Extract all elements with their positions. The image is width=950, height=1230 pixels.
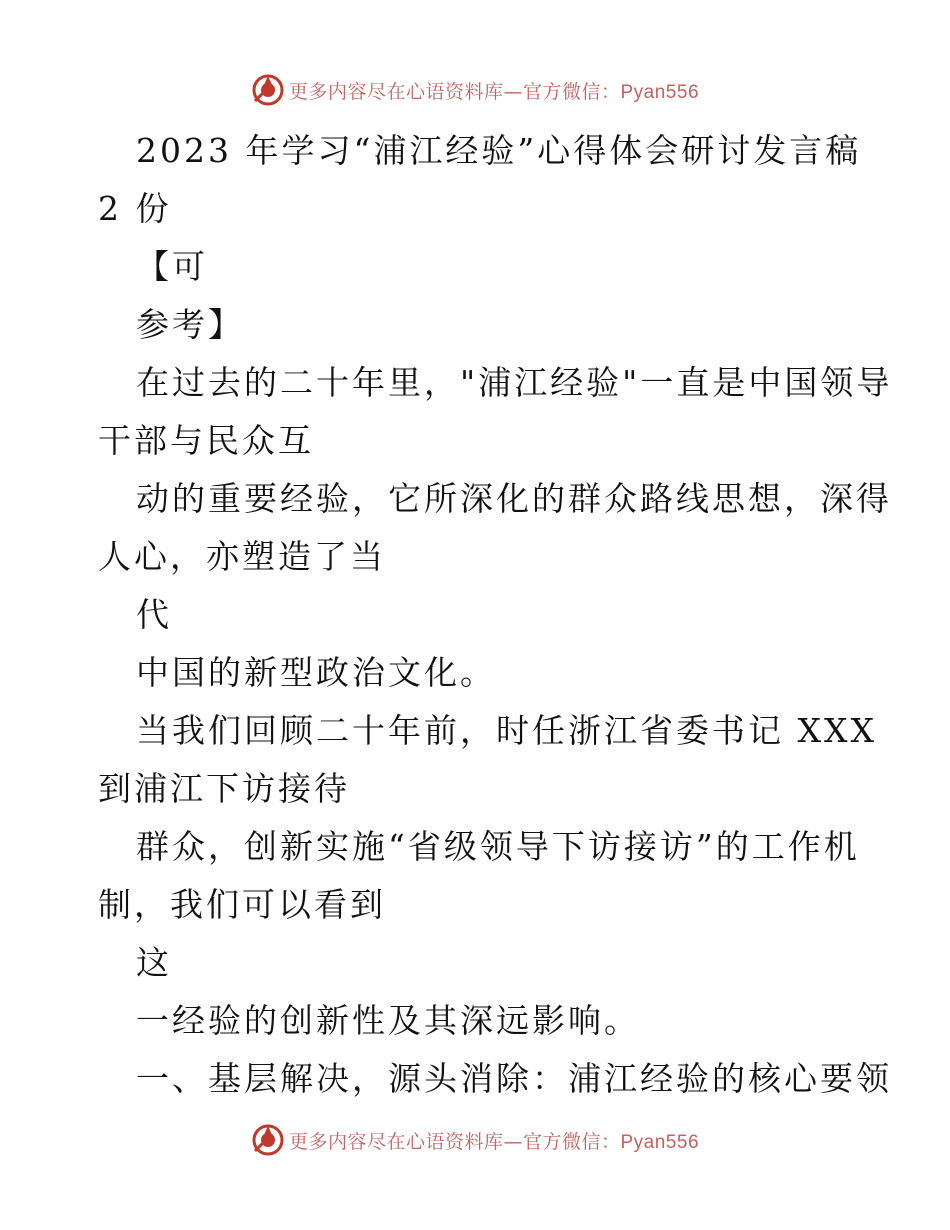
text-line: 到浦江下访接待 <box>98 769 350 808</box>
text-line: 一、基层解决，源头消除：浦江经验的核心要领 <box>136 1059 892 1098</box>
header-watermark-text: 更多内容尽在心语资料库—官方微信：Pyan556 <box>288 80 700 103</box>
text-line: 制，我们可以看到 <box>98 885 386 924</box>
footer-watermark <box>0 1120 950 1160</box>
text-line: 在过去的二十年里，"浦江经验"一直是中国领导 <box>136 363 893 402</box>
document-body <box>98 122 893 1108</box>
text-line: 当我们回顾二十年前，时任浙江省委书记 XXX <box>136 711 877 750</box>
header-watermark <box>0 70 950 110</box>
text-line: 这 <box>136 943 172 982</box>
text-line: 群众，创新实施“省级领导下访接访”的工作机 <box>136 827 860 866</box>
text-line: 一经验的创新性及其深远影响。 <box>136 1001 640 1040</box>
pen-logo-icon <box>251 73 285 107</box>
pen-logo-icon <box>251 1123 285 1157</box>
text-line: 2 份 <box>98 189 172 228</box>
text-line: 参考】 <box>136 305 244 344</box>
text-line: 【可 <box>136 247 208 286</box>
text-line: 2023 年学习“浦江经验”心得体会研讨发言稿 <box>136 131 862 170</box>
text-line: 中国的新型政治文化。 <box>136 653 496 692</box>
footer-watermark-text: 更多内容尽在心语资料库—官方微信：Pyan556 <box>288 1130 700 1153</box>
text-line: 人心，亦塑造了当 <box>98 537 386 576</box>
text-line: 代 <box>136 595 172 634</box>
text-line: 动的重要经验，它所深化的群众路线思想，深得 <box>136 479 892 518</box>
text-line: 干部与民众互 <box>98 421 314 460</box>
